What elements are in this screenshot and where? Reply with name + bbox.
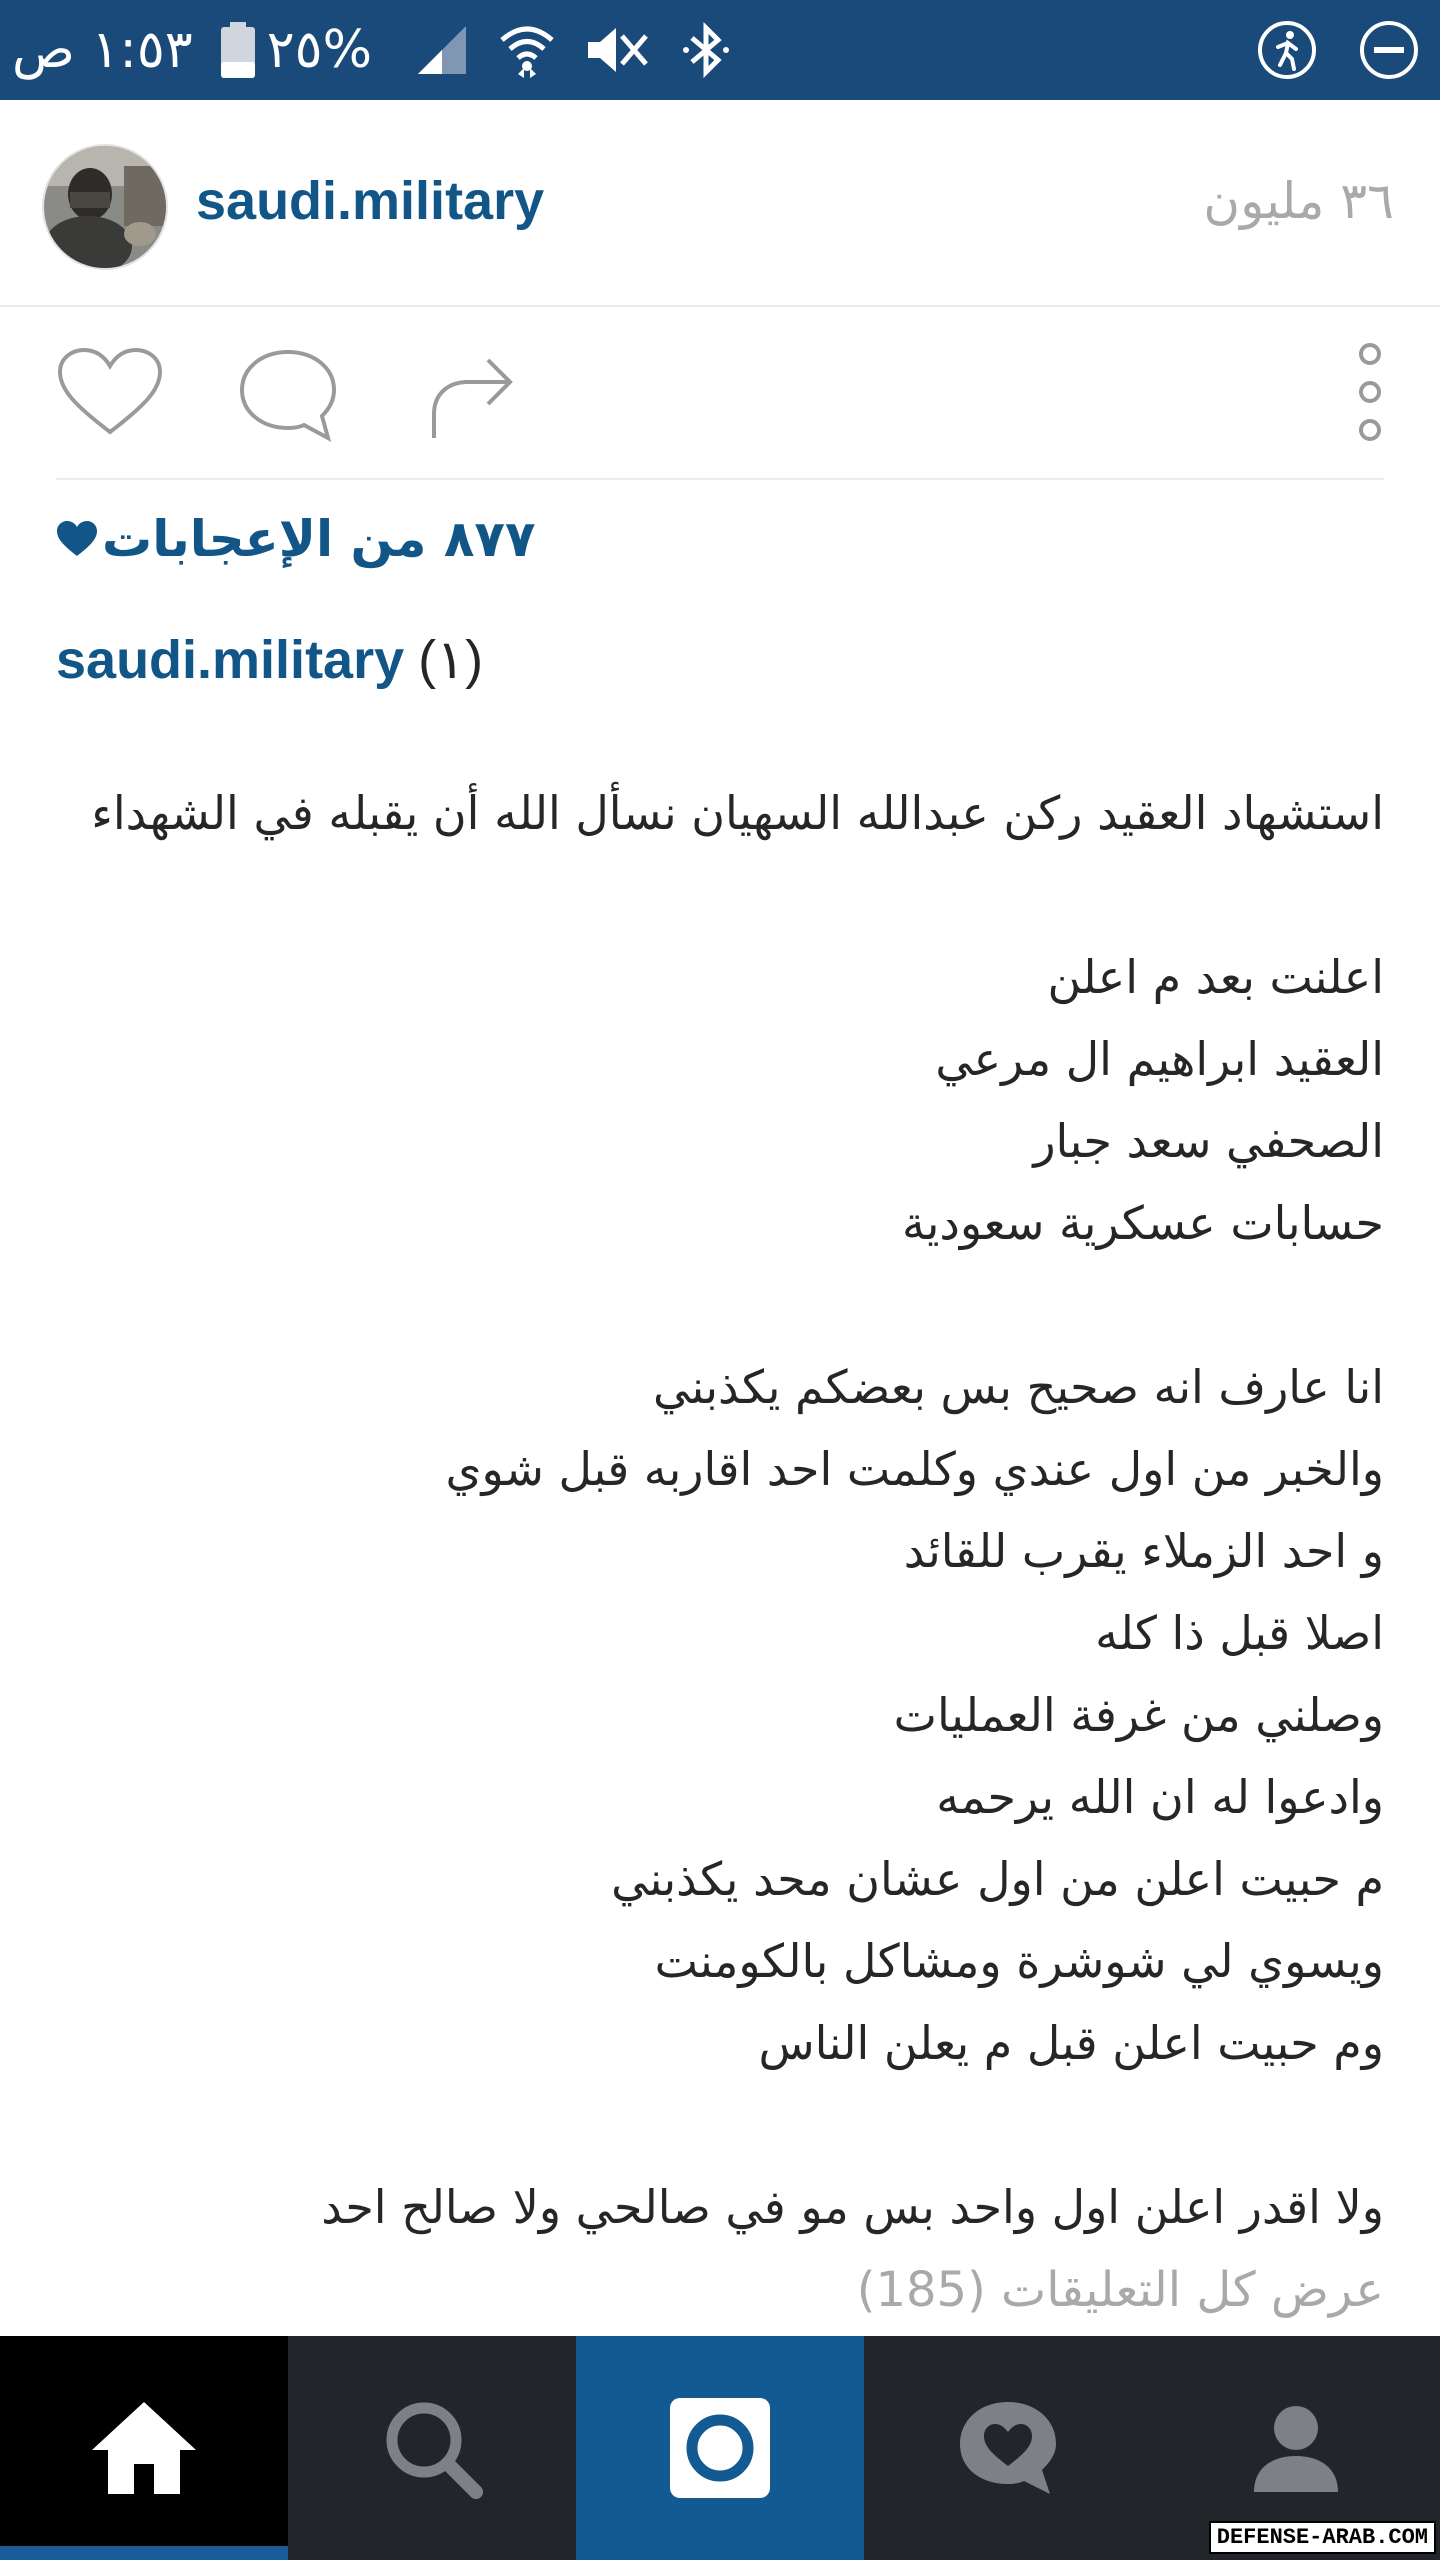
caption-line	[56, 854, 1384, 936]
caption-line: الصحفي سعد جبار	[1033, 1114, 1384, 1168]
post-username[interactable]: saudi.military	[196, 171, 545, 231]
caption-line: انا عارف انه صحيح بس بعضكم يكذبني	[653, 1360, 1384, 1414]
bottom-nav	[0, 2336, 1440, 2560]
caption-line: وادعوا له ان الله يرحمه	[936, 1770, 1384, 1824]
caption-line: و احد الزملاء يقرب للقائد	[903, 1524, 1384, 1578]
caption-line: العقيد ابراهيم ال مرعي	[935, 1032, 1384, 1086]
more-options-icon[interactable]	[1356, 342, 1384, 442]
watermark: DEFENSE-ARAB.COM	[1209, 2521, 1436, 2554]
nav-search[interactable]	[288, 2336, 576, 2560]
caption-line	[56, 2084, 1384, 2166]
like-count-text: ٨٧٧ من الإعجابات	[102, 510, 536, 568]
view-count: ٣٦ مليون	[1203, 172, 1394, 230]
caption-line: والخبر من اول عندي وكلمت احد اقاربه قبل شوي	[445, 1442, 1384, 1496]
mute-icon	[584, 22, 650, 78]
activity-heart-icon	[956, 2396, 1060, 2500]
nav-activity[interactable]	[864, 2336, 1152, 2560]
post-actions	[56, 306, 1384, 480]
caption-text	[56, 772, 1384, 2248]
battery-icon	[221, 22, 255, 78]
status-bar	[0, 0, 1440, 100]
post-header	[0, 100, 1440, 307]
nav-home[interactable]	[0, 2336, 288, 2560]
do-not-disturb-icon	[1358, 19, 1420, 81]
nav-camera[interactable]	[576, 2336, 864, 2560]
comment-icon[interactable]	[238, 346, 338, 442]
caption-count: (١)	[418, 630, 484, 690]
caption-header	[56, 628, 483, 691]
caption-line: م حبيت اعلن من اول عشان محد يكذبني	[611, 1852, 1384, 1906]
avatar[interactable]	[42, 144, 168, 270]
caption-line: وصلني من غرفة العمليات	[893, 1688, 1384, 1742]
profile-icon	[1248, 2400, 1344, 2496]
bluetooth-icon	[678, 22, 734, 78]
caption-line: وم حبيت اعلن قبل م يعلن الناس	[758, 2016, 1384, 2070]
heart-icon[interactable]	[56, 346, 164, 438]
caption-line: ولا اقدر اعلن اول واحد بس مو في صالحي ولا صالح احد	[321, 2180, 1384, 2234]
caption-line: ويسوي لي شوشرة ومشاكل بالكومنت	[654, 1934, 1384, 1988]
signal-icon	[414, 22, 470, 78]
view-all-comments-link[interactable]: عرض كل التعليقات (185)	[856, 2262, 1384, 2318]
battery-percent: %٢٥	[266, 20, 372, 80]
caption-line: حسابات عسكرية سعودية	[901, 1196, 1384, 1250]
wifi-icon	[498, 22, 556, 78]
like-count[interactable]	[56, 510, 535, 568]
activity-icon	[1256, 19, 1318, 81]
caption-line: اعلنت بعد م اعلن	[1047, 950, 1384, 1004]
battery-indicator	[221, 20, 372, 80]
caption-line: استشهاد العقيد ركن عبدالله السهيان نسأل الله أن يقبله في الشهداء	[91, 786, 1384, 840]
home-icon	[88, 2398, 200, 2498]
search-icon	[380, 2396, 484, 2500]
camera-icon	[668, 2396, 772, 2500]
caption-line	[56, 1264, 1384, 1346]
share-icon[interactable]	[428, 354, 516, 440]
heart-filled-icon	[56, 520, 98, 558]
clock: ١:٥٣ ص	[12, 20, 193, 80]
caption-line: اصلا قبل ذا كله	[1095, 1606, 1384, 1660]
caption-username[interactable]: saudi.military	[56, 629, 405, 690]
